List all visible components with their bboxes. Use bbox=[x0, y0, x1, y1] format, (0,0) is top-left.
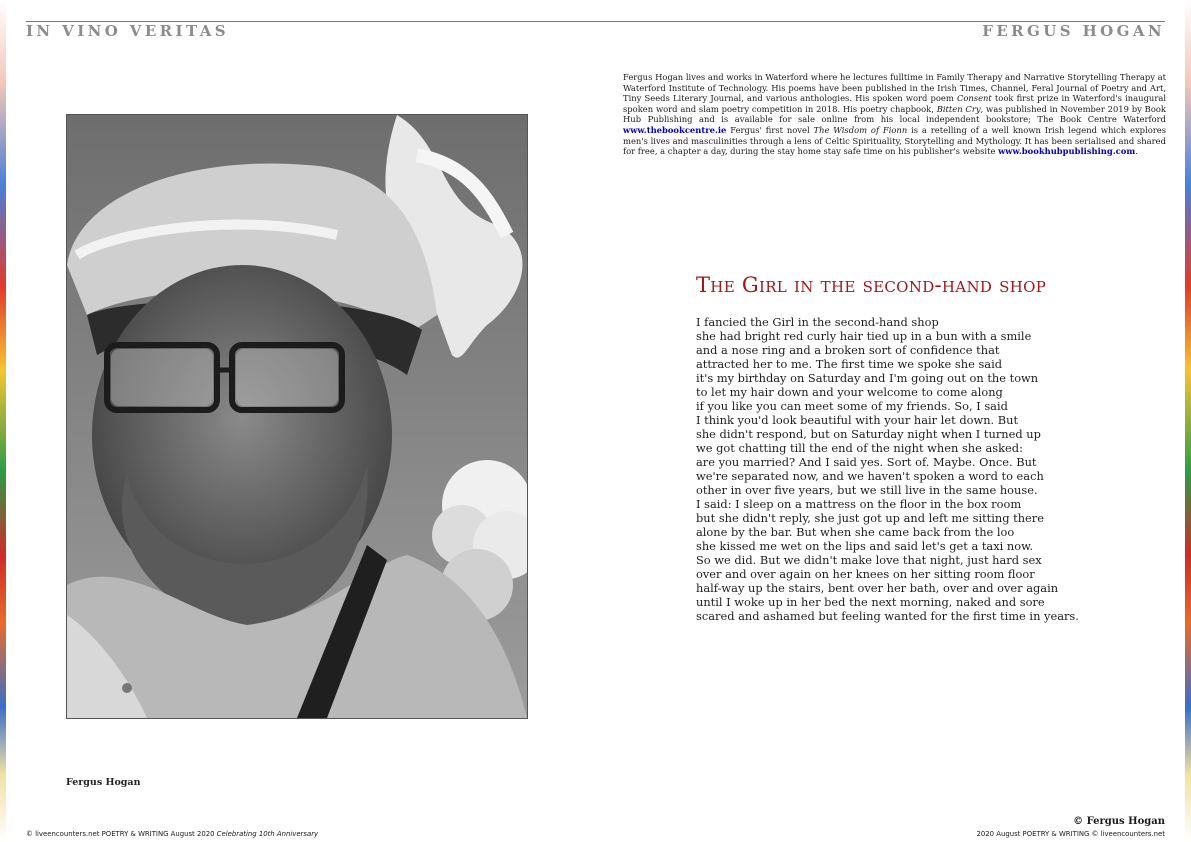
bio-text: , was published in November 2019 by Book Hub Publishing and is available for sale online from his local independent bookstore; The Book Centre Waterford bbox=[623, 103, 1166, 125]
right-edge-decoration bbox=[1185, 0, 1191, 842]
poem-line: I think you'd look beautiful with your hair let down. But bbox=[696, 413, 1019, 427]
poem-line: she kissed me wet on the lips and said let's get a taxi now. bbox=[696, 539, 1034, 553]
left-edge-decoration bbox=[0, 0, 6, 842]
poem-line: it's my birthday on Saturday and I'm going out on the town bbox=[696, 371, 1039, 385]
poem-line: half-way up the stairs, bent over her bath, over and over again bbox=[696, 581, 1059, 595]
author-photo bbox=[66, 114, 528, 719]
footer-left-italic: Celebrating 10th Anniversary bbox=[216, 830, 319, 838]
poem-line: I fancied the Girl in the second-hand shop bbox=[696, 315, 939, 329]
author-bio bbox=[623, 72, 1166, 157]
bio-italic-consent: Consent bbox=[956, 93, 992, 104]
poem-line: if you like you can meet some of my friends. So, I said bbox=[696, 399, 1008, 413]
author-portrait-image bbox=[67, 115, 527, 718]
bio-text: is a retelling of a well known Irish legend which explores men's lives and masculinities through a lens of Celtic Spirituality, Storytelling and Mythology. It has been serialised and shared for free, a chapter a day, during the stay home stay safe time on his publisher's website bbox=[623, 124, 1167, 157]
poem-line: we got chatting till the end of the night when she asked: bbox=[696, 441, 1023, 455]
poem-line: she had bright red curly hair tied up in a bun with a smile bbox=[696, 329, 1032, 343]
bio-italic-wisdom-of-fionn: The Wisdom of Fionn bbox=[813, 124, 908, 135]
poem-line: until I woke up in her bed the next morning, naked and sore bbox=[696, 595, 1045, 609]
bio-text: . bbox=[1135, 146, 1138, 157]
poem-line: but she didn't reply, she just got up and left me sitting there bbox=[696, 511, 1044, 525]
poem-body bbox=[696, 315, 1136, 623]
bio-text: Fergus Hogan lives and works in Waterford where he lectures fulltime in Family Therapy and Narrative Storytelling Therapy at Waterford Institute of Technology. His poems have been published in the Irish Times, Channel, Feral Journal of Poetry and Art, Tiny Seeds Literary Journal, and various anthologies. His spoken word poem bbox=[623, 72, 1166, 104]
magazine-section-title: IN VINO VERITAS bbox=[26, 22, 229, 40]
poem-line: over and over again on her knees on her sitting room floor bbox=[696, 567, 1035, 581]
poem-line: are you married? And I said yes. Sort of. Maybe. Once. But bbox=[696, 455, 1037, 469]
bookhub-link[interactable]: www.bookhubpublishing.com bbox=[998, 146, 1136, 157]
poem-line: we're separated now, and we haven't spoken a word to each bbox=[696, 469, 1044, 483]
footer-right: 2020 August POETRY & WRITING © liveencounters.net bbox=[976, 830, 1165, 838]
poem-line: she didn't respond, but on Saturday night when I turned up bbox=[696, 427, 1041, 441]
bio-text: Fergus' first novel bbox=[726, 124, 814, 135]
poem-line: alone by the bar. But when she came back from the loo bbox=[696, 525, 1015, 539]
author-header-title: FERGUS HOGAN bbox=[982, 22, 1165, 40]
poem-line: attracted her to me. The first time we spoke she said bbox=[696, 357, 1003, 371]
bio-italic-bitten-cry: Bitten Cry bbox=[936, 103, 981, 114]
bookcentre-link[interactable]: www.thebookcentre.ie bbox=[623, 124, 727, 135]
footer-left-text: © liveencounters.net POETRY & WRITING August 2020 bbox=[26, 830, 217, 838]
poem-credit: © Fergus Hogan bbox=[1073, 816, 1165, 827]
footer-left bbox=[26, 830, 318, 838]
poem-line: scared and ashamed but feeling wanted for the first time in years. bbox=[696, 609, 1079, 623]
poem-line: to let my hair down and your welcome to come along bbox=[696, 385, 1003, 399]
poem-title: The Girl in the second-hand shop bbox=[696, 273, 1047, 297]
photo-caption: Fergus Hogan bbox=[66, 777, 141, 788]
poem-line: I said: I sleep on a mattress on the floor in the box room bbox=[696, 497, 1022, 511]
poem-line: So we did. But we didn't make love that night, just hard sex bbox=[696, 553, 1042, 567]
bio-text: took first prize in Waterford's inaugural spoken word and slam poetry competition in 2018. His poetry chapbook, bbox=[623, 93, 1166, 114]
poem-line: and a nose ring and a broken sort of confidence that bbox=[696, 343, 1000, 357]
poem-line: other in over five years, but we still live in the same house. bbox=[696, 483, 1038, 497]
